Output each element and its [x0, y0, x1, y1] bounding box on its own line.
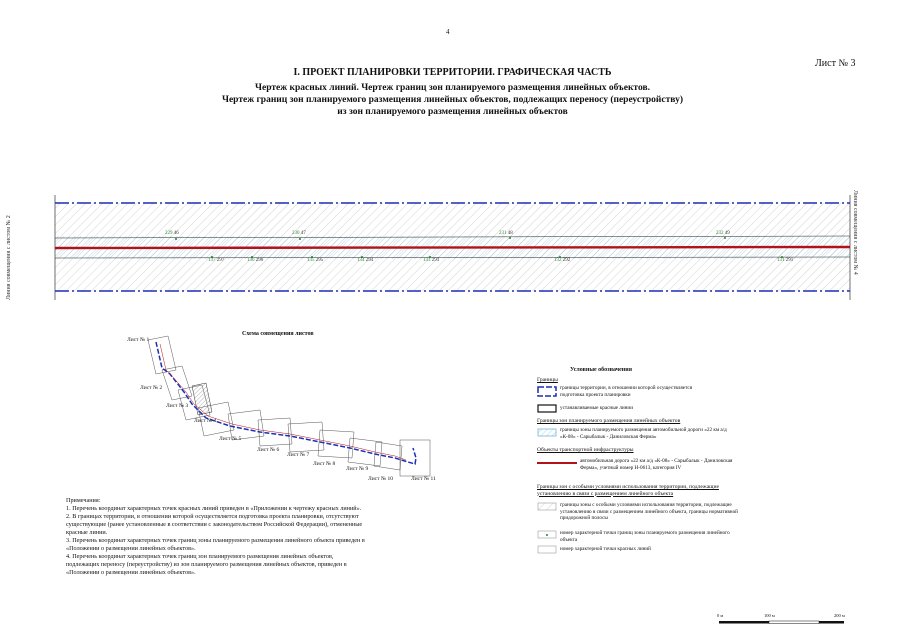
red-point-number: 293	[431, 258, 440, 263]
scale-mark-0: 0 м	[717, 613, 724, 618]
red-lines-swatch	[537, 404, 557, 414]
legend-section-borders: Границы	[537, 377, 558, 383]
scheme-sheet-1: Лист № 1	[127, 337, 150, 343]
zone-point-label	[357, 258, 373, 263]
legend-zone-point: номер характерной точки границ зоны планируемого размещения линейного объекта	[560, 530, 730, 543]
legend-red-lines: устанавливаемые красные линии	[560, 405, 633, 411]
road-swatch	[537, 460, 577, 466]
subtitle-line-3: из зон планируемого размещения линейных объектов	[337, 107, 568, 117]
legend-section-zones: Границы зон планируемого размещения линейных объектов	[537, 418, 681, 424]
road-zone-swatch	[537, 428, 557, 438]
zone-point-swatch	[537, 530, 557, 540]
zone-point-label	[247, 258, 263, 263]
zone-point-label	[307, 258, 323, 263]
zone-point-number: 132	[554, 258, 562, 263]
zone-point-label	[499, 231, 513, 236]
scheme-sheet-9: Лист № 9	[346, 466, 369, 472]
scale-mark-100: 100 м	[764, 613, 775, 618]
red-point-number: 46	[173, 231, 179, 236]
scheme-sheet-11: Лист № 11	[411, 476, 436, 482]
zone-point-label	[716, 231, 730, 236]
scheme-sheet-2: Лист № 2	[140, 385, 163, 391]
red-point-number: 48	[507, 231, 513, 236]
zone-point-number: 131	[777, 258, 785, 263]
right-joint-label: Линия совмещения с листом № 4	[852, 190, 858, 275]
legend-section-special: Границы зон с особыми условиями использования территории, подлежащие установлению в связи с размещением линейного объекта	[537, 484, 719, 497]
zone-point-label	[423, 258, 439, 263]
zone-point-number: 231	[499, 231, 507, 236]
scheme-diagram	[110, 330, 450, 490]
left-joint-label: Линия совмещения с листом № 2	[6, 215, 12, 300]
subtitle-line-1: Чертеж красных линий. Чертеж границ зон планируемого размещения линейных объектов.	[255, 83, 650, 93]
scheme-sheet-8: Лист № 8	[313, 461, 336, 467]
red-point-number: 297	[216, 258, 225, 263]
scheme-sheet-4: Лист № 4	[194, 418, 217, 424]
scheme-sheet-6: Лист № 6	[257, 447, 280, 453]
zone-point-number: 232	[716, 231, 724, 236]
territory-border-swatch	[537, 386, 557, 398]
red-point-number: 295	[315, 258, 324, 263]
zone-point-number: 229	[165, 231, 173, 236]
legend-zone-road: границы зоны планируемого размещения автомобильной дороги «22 км а/д «К-08» - Сарыбалык - Даниловская Ферма»	[560, 427, 727, 440]
note-item: 1. Перечень координат характерных точек красных линий приведен в «Приложении к чертежу красных линий».	[66, 505, 362, 512]
zone-point-label	[554, 258, 570, 263]
red-point-swatch	[537, 545, 557, 555]
scale-bar	[719, 620, 845, 626]
zone-point-number: 137	[208, 258, 216, 263]
red-point-number: 292	[562, 258, 571, 263]
notes-title: Примечания:	[66, 497, 101, 504]
scheme-sheet-5: Лист № 5	[219, 436, 242, 442]
note-item: 2. В границах территории, в отношении которой осуществляется подготовка проекта планировки, отсутствуют существующие (ранее установленные в соответствии с законодательством Российской Федерации), отмененные красные линии.	[66, 513, 363, 536]
red-point-number: 294	[365, 258, 374, 263]
legend-title: Условные обозначения	[570, 367, 632, 373]
zone-point-number: 230	[292, 231, 300, 236]
notes-block	[66, 497, 366, 577]
subtitle-line-2: Чертеж границ зон планируемого размещения линейных объектов, подлежащих переносу (переустройству)	[221, 95, 683, 105]
zone-point-number: 136	[247, 258, 255, 263]
legend-section-transport: Объекты транспортной инфраструктуры	[537, 447, 634, 453]
scheme-title: Схема совмещения листов	[242, 331, 314, 337]
legend-red-point: номер характерной точки красных линий	[560, 546, 651, 552]
scheme-sheet-10: Лист № 10	[368, 476, 394, 482]
zone-point-label	[208, 258, 224, 263]
red-point-number: 291	[785, 258, 794, 263]
scale-mark-200: 200 м	[834, 613, 845, 618]
legend-road: автомобильная дорога «22 км а/д «К-08» - Сарыбалык - Даниловская Ферма», учетный номер Н-0613, категория IV	[580, 458, 733, 471]
red-point-number: 47	[300, 231, 306, 236]
zone-point-number: 133	[423, 258, 431, 263]
scheme-sheet-7: Лист № 7	[287, 452, 310, 458]
legend-special-zone: границы зоны с особыми условиями использования территории, подлежащие установлению в связи с размещением линейного объекта, границы нормативной придорожной полосы	[560, 502, 738, 521]
page-title: I. ПРОЕКТ ПЛАНИРОВКИ ТЕРРИТОРИИ. ГРАФИЧЕСКАЯ ЧАСТЬ	[293, 67, 612, 78]
zone-point-number: 135	[307, 258, 315, 263]
zone-point-label	[165, 231, 179, 236]
red-point-number: 49	[724, 231, 730, 236]
red-point-number: 296	[255, 258, 264, 263]
zone-point-label	[292, 231, 306, 236]
page-number: 4	[446, 28, 450, 36]
scheme-sheet-3: Лист № 3	[166, 403, 189, 409]
note-item: 3. Перечень координат характерных точек границ зоны планируемого размещения линейного объекта приведен в «Положении о размещении линейных объектов».	[66, 537, 365, 552]
legend-territory-border: границы территории, в отношении которой осуществляется подготовка проекта планировки	[560, 385, 693, 398]
special-zone-swatch	[537, 502, 557, 512]
sheet-label: Лист № 3	[815, 58, 856, 69]
zone-point-label	[777, 258, 793, 263]
zone-point-number: 134	[357, 258, 365, 263]
note-item: 4. Перечень координат характерных точек границ зон планируемого размещения линейных объектов, подлежащих переносу (переустройству) из зон планируемого размещения линейных объектов, приведен в «Положении о размещении линейных объектов».	[66, 553, 347, 576]
road-line	[55, 247, 850, 248]
